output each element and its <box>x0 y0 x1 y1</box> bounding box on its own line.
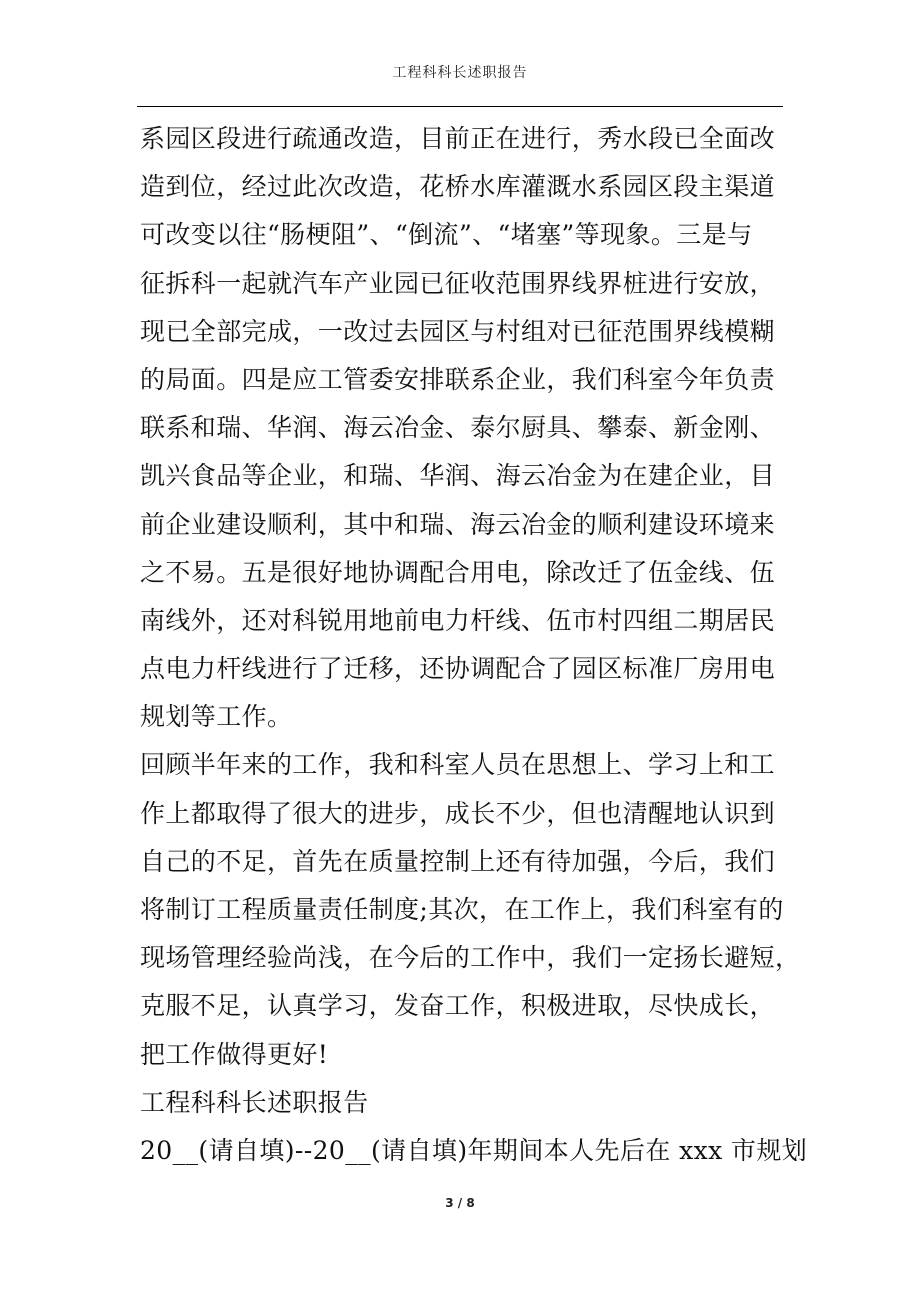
text-line: 自己的不足，首先在质量控制上还有待加强，今后，我们 <box>140 846 776 876</box>
page-header-title: 工程科科长述职报告 <box>392 65 528 81</box>
text-line: 点电力杆线进行了迁移，还协调配合了园区标准厂房用电 <box>140 654 776 684</box>
text-line: 联系和瑞、华润、海云冶金、泰尔厨具、攀泰、新金刚、 <box>140 413 776 443</box>
text-line: 造到位，经过此次改造，花桥水库灌溉水系园区段主渠道 <box>140 172 776 202</box>
document-body <box>140 115 808 1175</box>
text-line: 规划等工作。 <box>140 702 293 732</box>
text-line: 系园区段进行疏通改造，目前正在进行，秀水段已全面改 <box>140 124 776 153</box>
text-line: 将制订工程质量责任制度;其次，在工作上，我们科室有的 <box>140 895 784 924</box>
page-number: 3 / 8 <box>445 1196 475 1210</box>
text-line: 现场管理经验尚浅，在今后的工作中，我们一定扬长避短， <box>140 943 801 973</box>
text-line: 的局面。四是应工管委安排联系企业，我们科室今年负责 <box>140 364 776 394</box>
text-line: 回顾半年来的工作，我和科室人员在思想上、学习上和工 <box>140 750 776 780</box>
text-line: 克服不足，认真学习，发奋工作，积极进取，尽快成长， <box>140 991 776 1021</box>
text-line: 作上都取得了很大的进步，成长不少，但也清醒地认识到 <box>140 798 776 828</box>
text-line: 20__(请自填)--20__(请自填)年期间本人先后在 xxx 市规划 <box>140 1135 808 1165</box>
text-line: 之不易。五是很好地协调配合用电，除改迁了伍金线、伍 <box>140 557 776 587</box>
text-line: 把工作做得更好! <box>140 1039 329 1069</box>
section-title: 工程科科长述职报告 <box>140 1087 369 1117</box>
text-line: 可改变以往“肠梗阻”、“倒流”、“堵塞”等现象。三是与 <box>140 220 753 250</box>
header-divider <box>137 106 783 107</box>
text-line: 征拆科一起就汽车产业园已征收范围界线界桩进行安放， <box>140 268 776 298</box>
text-line: 凯兴食品等企业，和瑞、华润、海云冶金为在建企业，目 <box>140 461 776 491</box>
text-line: 南线外，还对科锐用地前电力杆线、伍市村四组二期居民 <box>140 605 776 635</box>
text-line: 前企业建设顺利，其中和瑞、海云冶金的顺利建设环境来 <box>140 509 776 539</box>
text-line: 现已全部完成，一改过去园区与村组对已征范围界线模糊 <box>140 316 776 346</box>
